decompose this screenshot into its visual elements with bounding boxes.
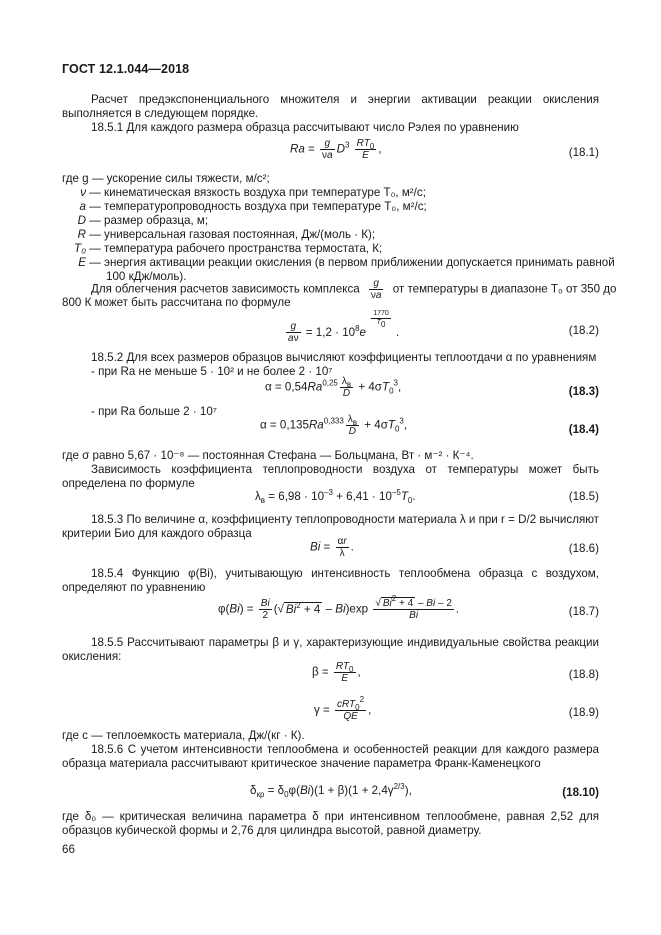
paragraph-18-5-1: 18.5.1 Для каждого размера образца рассчитывают число Рэлея по уравнению — [91, 121, 519, 134]
page-number: 66 — [62, 843, 75, 856]
equation-18-4: α = 0,135Ra$^{0,333}$ $\frac{\lambda_в}{D}$ + $4\sigma T_0^3$, — [260, 414, 408, 437]
paragraph-intro: Расчет предэкспоненциального множителя и энергии активации реакции окисления выполняется в следующем порядке. — [62, 93, 599, 120]
legend-row: D — размер образца, м; — [77, 214, 209, 227]
legend-row: R — универсальная газовая постоянная, Дж/(моль · К); — [77, 228, 376, 241]
equation-18-10: $\delta_{кр} = \delta_0\varphi(Bi)(1 + \beta)(1 + 2,4\gamma^{2/3})$, — [250, 782, 412, 799]
legend-row: где g — ускорение силы тяжести, м/с²; — [62, 172, 270, 185]
legend-row: ν — кинематическая вязкость воздуха при температуре T₀, м²/с; — [80, 186, 426, 199]
equation-number-18-3: (18.3) — [568, 385, 599, 398]
paragraph-heatcap: где c — теплоемкость материала, Дж/(кг · К). — [62, 729, 305, 742]
equation-number-18-5: (18.5) — [568, 490, 599, 503]
legend-row: T₀ — температура рабочего пространства термостата, К; — [74, 242, 383, 255]
equation-number-18-4: (18.4) — [568, 423, 599, 436]
paragraph-18-5-5: 18.5.5 Рассчитывают параметры β и γ, характеризующие индивидуальные свойства реакции окисления: — [62, 636, 599, 663]
document-header: ГОСТ 12.1.044—2018 — [62, 62, 190, 76]
equation-18-5: $\lambda_в = 6,98 \cdot 10^{-3} + 6,41 \cdot 10^{-5}T_0$. — [255, 488, 416, 505]
paragraph-simplify-cont: 800 К может быть рассчитана по формуле — [62, 296, 291, 309]
paragraph-18-5-2: 18.5.2 Для всех размеров образцов вычисляют коэффициенты теплоотдачи α по уравнениям — [91, 351, 597, 364]
condition-2: - при Ra больше 2 · 10⁷ — [91, 405, 217, 418]
equation-number-18-8: (18.8) — [568, 668, 599, 681]
paragraph-simplify: Для облегчения расчетов зависимость комплекса $\frac{g}{\nu a}$ от температуры в диапазоне T₀ от 350 до — [91, 278, 617, 301]
equation-18-8: β = $\frac{RT_0}{E}$ , — [312, 661, 361, 684]
legend-row: 100 кДж/моль). — [106, 270, 187, 283]
paragraph-delta: где δ₀ — критическая величина параметра δ при интенсивном теплообмене, равная 2,52 для образцов кубической формы и 2,76 для цилиндра высотой, равной диаметру. — [62, 810, 599, 837]
equation-18-9: γ = $\frac{cRT_0^2}{QE}$ , — [314, 695, 372, 722]
equation-18-2: $\frac{g}{a\nu}$ = $1,2 \cdot 10^8e$ $\frac{1770}{T_0}$ . — [288, 310, 400, 345]
equation-18-3: α = 0,54Ra$^{0,25}$ $\frac{\lambda_в}{D}$ + $4\sigma T_0^3$, — [265, 376, 402, 399]
legend-row: a — температуропроводность воздуха при температуре T₀, м²/с; — [79, 200, 427, 213]
equation-number-18-9: (18.9) — [568, 706, 599, 719]
paragraph-stefan: где σ равно 5,67 · 10⁻⁸ — постоянная Стефана — Больцмана, Вт · м⁻² · К⁻⁴. — [62, 449, 474, 462]
paragraph-18-5-4: 18.5.4 Функцию φ(Bi), учитывающую интенсивность теплообмена образца с воздухом, определяют по уравнению — [62, 567, 599, 594]
equation-number-18-10: (18.10) — [562, 786, 599, 799]
equation-18-7: φ(Bi) = $\frac{Bi}{2}$ (√ $Bi^2 + 4 - Bi)\exp$ $\frac{√ Bi^2 + 4 - Bi - 2}{Bi}$ . — [218, 594, 460, 621]
paragraph-18-5-6: 18.5.6 С учетом интенсивности теплообмена и особенностей реакции для каждого размера образца материала рассчитывают критическое значение параметра Франк-Каменецкого — [62, 743, 599, 770]
condition-1: - при Ra не меньше 5 · 10² и не более 2 · 10⁷ — [91, 365, 333, 378]
equation-number-18-7: (18.7) — [568, 605, 599, 618]
equation-18-6: Bi = $\frac{\alpha r}{\lambda}$ . — [310, 536, 354, 559]
paragraph-18-5-3: 18.5.3 По величине α, коэффициенту теплопроводности материала λ и при r = D/2 вычисляют критерии Био для каждого образца — [62, 513, 599, 540]
legend-row: E — энергия активации реакции окисления (в первом приближении допускается принимать равной — [78, 256, 615, 269]
equation-number-18-2: (18.2) — [568, 324, 599, 337]
equation-18-1: Ra = $\frac{g}{\nu a}$ $D^3$ $\frac{RT_0}{E}$ , — [290, 138, 382, 161]
paragraph-thermal: Зависимость коэффициента теплопроводности воздуха от температуры может быть определена по формуле — [62, 463, 599, 490]
equation-number-18-1: (18.1) — [568, 146, 599, 159]
equation-number-18-6: (18.6) — [568, 542, 599, 555]
